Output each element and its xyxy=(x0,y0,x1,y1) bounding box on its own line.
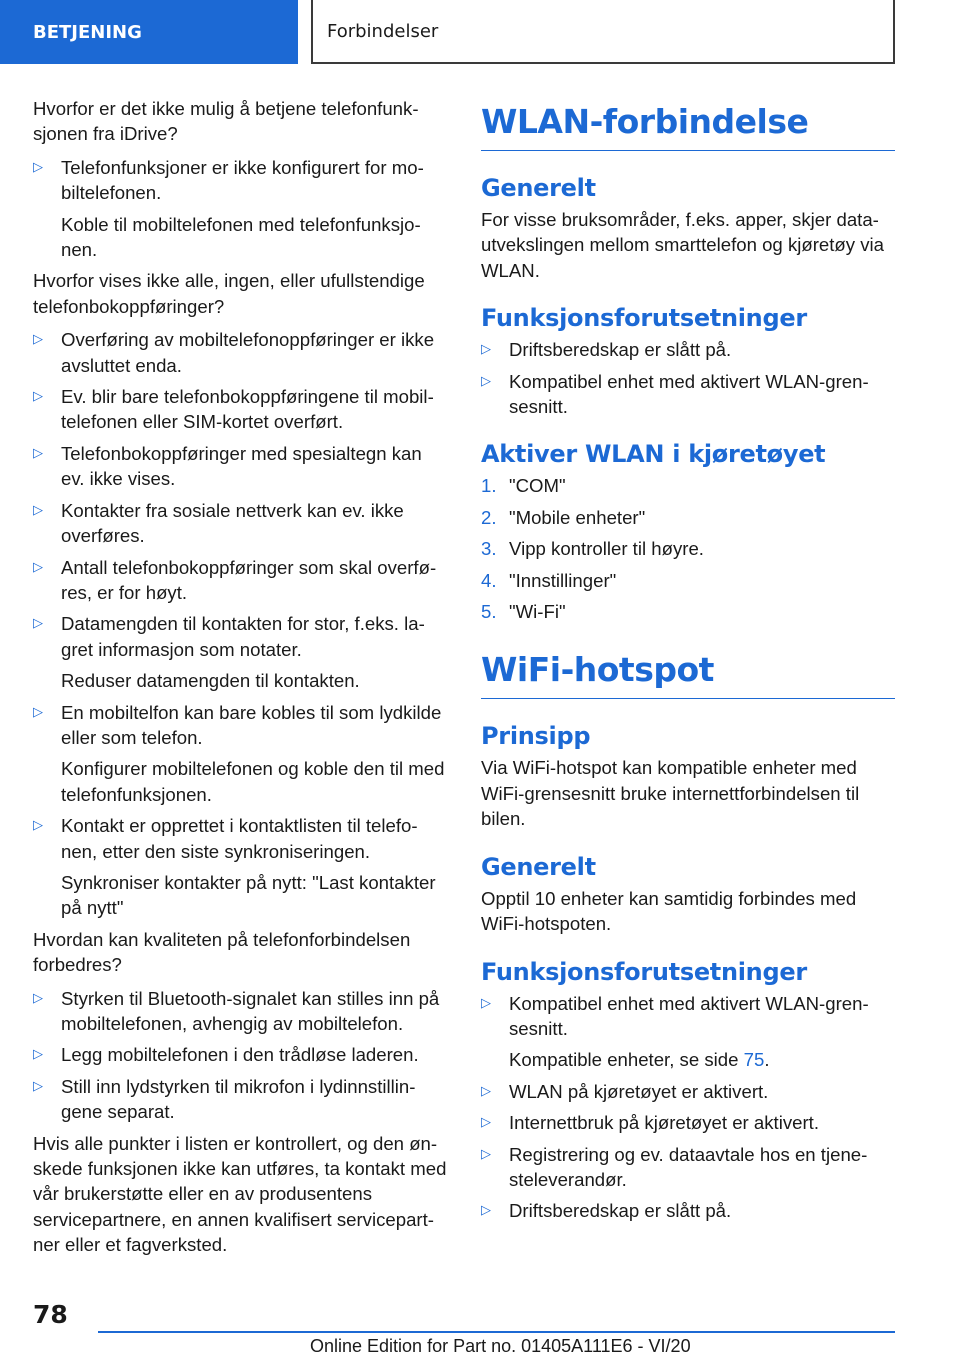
question-3: Hvordan kan kvaliteten på telefonforbindelsen forbedres? xyxy=(33,928,411,976)
list-item: ▷ En mobiltelfon kan bare kobles til som lydkilde eller som telefon. xyxy=(33,701,442,748)
triangle-right-outline-icon: ▷ xyxy=(481,1083,491,1099)
list-item-note: Kompatible enheter, se side 75. xyxy=(509,1049,770,1071)
step-text: Vipp kontroller til høyre. xyxy=(509,538,704,560)
triangle-right-outline-icon: ▷ xyxy=(33,1047,43,1063)
header-topic xyxy=(311,0,895,64)
list-item: ▷ Registrering og ev. dataavtale hos en tjenesteleverandør. xyxy=(481,1143,868,1190)
list-item: ▷ Legg mobiltelefonen i den trådløse laderen. xyxy=(33,1042,447,1067)
triangle-right-outline-icon: ▷ xyxy=(33,616,43,632)
list-item: ▷ WLAN på kjøretøyet er aktivert. xyxy=(481,1079,895,1104)
list-item: ▷ Kontakt er opprettet i kontaktlisten til telefonen, etter den siste synkroniseringen. xyxy=(33,815,418,862)
step-number: 2. xyxy=(481,506,497,528)
step-text: "COM" xyxy=(509,475,566,497)
list-item: ▷ Datamengden til kontakten for stor, f.eks. lagret informasjon som notater. xyxy=(33,613,425,660)
list-item: ▷ Still inn lydstyrken til mikrofon i lydinnstillingene separat. xyxy=(33,1075,416,1123)
header-section xyxy=(0,0,298,64)
step-item xyxy=(481,599,895,624)
step-text: "Innstillinger" xyxy=(509,569,617,591)
page-link[interactable]: 75 xyxy=(743,1049,765,1071)
footer-edition: Online Edition for Part no. 01405A111E6 - VI/20 xyxy=(310,1336,691,1356)
triangle-right-outline-icon: ▷ xyxy=(33,559,43,575)
triangle-right-outline-icon: ▷ xyxy=(33,332,43,348)
step-text: "Wi-Fi" xyxy=(509,601,566,623)
triangle-right-outline-icon: ▷ xyxy=(33,159,43,175)
list-item: ▷ Kompatibel enhet med aktivert WLAN-grensesnitt. xyxy=(481,370,869,418)
prinsipp-text: Via WiFi-hotspot kan kompatible enheter med WiFi-grensesnitt bruke internettforbindelsen til bilen. xyxy=(481,757,860,830)
heading-prinsipp: Prinsipp xyxy=(481,722,591,751)
step-item xyxy=(481,473,895,498)
triangle-right-outline-icon: ▷ xyxy=(33,704,43,720)
list-item: ▷ Overføring av mobiltelefonoppføringer er ikke avsluttet enda. xyxy=(33,329,435,376)
heading-generelt-1: Generelt xyxy=(481,174,596,202)
step-item xyxy=(481,505,895,530)
triangle-right-outline-icon: ▷ xyxy=(481,1115,491,1131)
list-item-note: Koble til mobiltelefonen med telefonfunksjonen. xyxy=(61,213,421,261)
generelt-1-text: For visse bruksområder, f.eks. apper, skjer datautvekslingen mellom smarttelefon og kjøretøy via WLAN. xyxy=(481,209,885,281)
step-text: "Mobile enheter" xyxy=(509,506,646,528)
triangle-right-outline-icon: ▷ xyxy=(481,342,491,358)
step-number: 3. xyxy=(481,538,497,560)
heading-hotspot: WiFi-hotspot xyxy=(481,650,895,699)
list-item: ▷ Driftsberedskap er slått på. xyxy=(481,1198,895,1223)
step-number: 1. xyxy=(481,475,497,497)
list-item-note: Reduser datamengden til kontakten. xyxy=(61,670,360,692)
topic-title: Forbindelser xyxy=(327,20,439,42)
list-item: ▷ Ev. blir bare telefonbokoppføringene til mobiltelefonen eller SIM-kortet overført. xyxy=(33,386,434,433)
list-item: ▷ Internettbruk på kjøretøyet er aktivert. xyxy=(481,1110,895,1135)
section-title: BETJENING xyxy=(33,21,142,43)
left-column xyxy=(33,96,447,1264)
triangle-right-outline-icon: ▷ xyxy=(481,373,491,389)
triangle-right-outline-icon: ▷ xyxy=(33,389,43,405)
triangle-right-outline-icon: ▷ xyxy=(33,445,43,461)
heading-requirements-2: Funksjonsforutsetninger xyxy=(481,957,807,986)
triangle-right-outline-icon: ▷ xyxy=(481,995,491,1011)
list-item: ▷ Kontakter fra sosiale nettverk kan ev. ikke overføres. xyxy=(33,499,404,547)
step-number: 4. xyxy=(481,569,497,591)
list-item: ▷ Kompatibel enhet med aktivert WLAN-grensesnitt. xyxy=(481,992,869,1039)
step-number: 5. xyxy=(481,601,497,623)
question-1: Hvorfor er det ikke mulig å betjene telefonfunksjonen fra iDrive? xyxy=(33,98,419,145)
list-item: ▷ Driftsberedskap er slått på. xyxy=(481,337,895,362)
triangle-right-outline-icon: ▷ xyxy=(33,502,43,518)
generelt-2-text: Opptil 10 enheter kan samtidig forbindes med WiFi-hotspoten. xyxy=(481,887,857,935)
triangle-right-outline-icon: ▷ xyxy=(33,1078,43,1094)
triangle-right-outline-icon: ▷ xyxy=(33,818,43,834)
list-item: ▷ Telefonbokoppføringer med spesialtegn kan ev. ikke vises. xyxy=(33,442,422,490)
page-number: 78 xyxy=(33,1300,68,1329)
step-item xyxy=(481,568,895,593)
list-item-note: Konfigurer mobiltelefonen og koble den til med telefonfunksjonen. xyxy=(61,758,445,805)
footer-divider xyxy=(98,1331,895,1333)
step-item xyxy=(481,536,895,561)
closing-paragraph: Hvis alle punkter i listen er kontrollert, og den ønskede funksjonen ikke kan utføres, ta kontakt med vår brukerstøtte eller en av produsentens servicepartnere, en annen kvalifisert servicepartner eller et fagverksted. xyxy=(33,1132,447,1256)
list-item: ▷ Antall telefonbokoppføringer som skal overføres, er for høyt. xyxy=(33,556,437,603)
triangle-right-outline-icon: ▷ xyxy=(481,1203,491,1219)
heading-activate-wlan: Aktiver WLAN i kjøretøyet xyxy=(481,440,826,469)
triangle-right-outline-icon: ▷ xyxy=(33,990,43,1006)
list-item: ▷ Styrken til Bluetooth-signalet kan stilles inn på mobiltelefonen, avhengig av mobiltelefon. xyxy=(33,987,440,1034)
heading-wlan: WLAN-forbindelse xyxy=(481,102,895,151)
triangle-right-outline-icon: ▷ xyxy=(481,1146,491,1162)
list-item-note: Synkroniser kontakter på nytt: "Last kontakter på nytt" xyxy=(61,871,436,919)
heading-generelt-2: Generelt xyxy=(481,852,596,881)
heading-requirements-1: Funksjonsforutsetninger xyxy=(481,304,807,333)
question-2: Hvorfor vises ikke alle, ingen, eller ufullstendige telefonbokoppføringer? xyxy=(33,270,425,317)
right-column xyxy=(481,102,895,1230)
list-item: ▷ Telefonfunksjoner er ikke konfigurert for mobiltelefonen. xyxy=(33,156,424,204)
